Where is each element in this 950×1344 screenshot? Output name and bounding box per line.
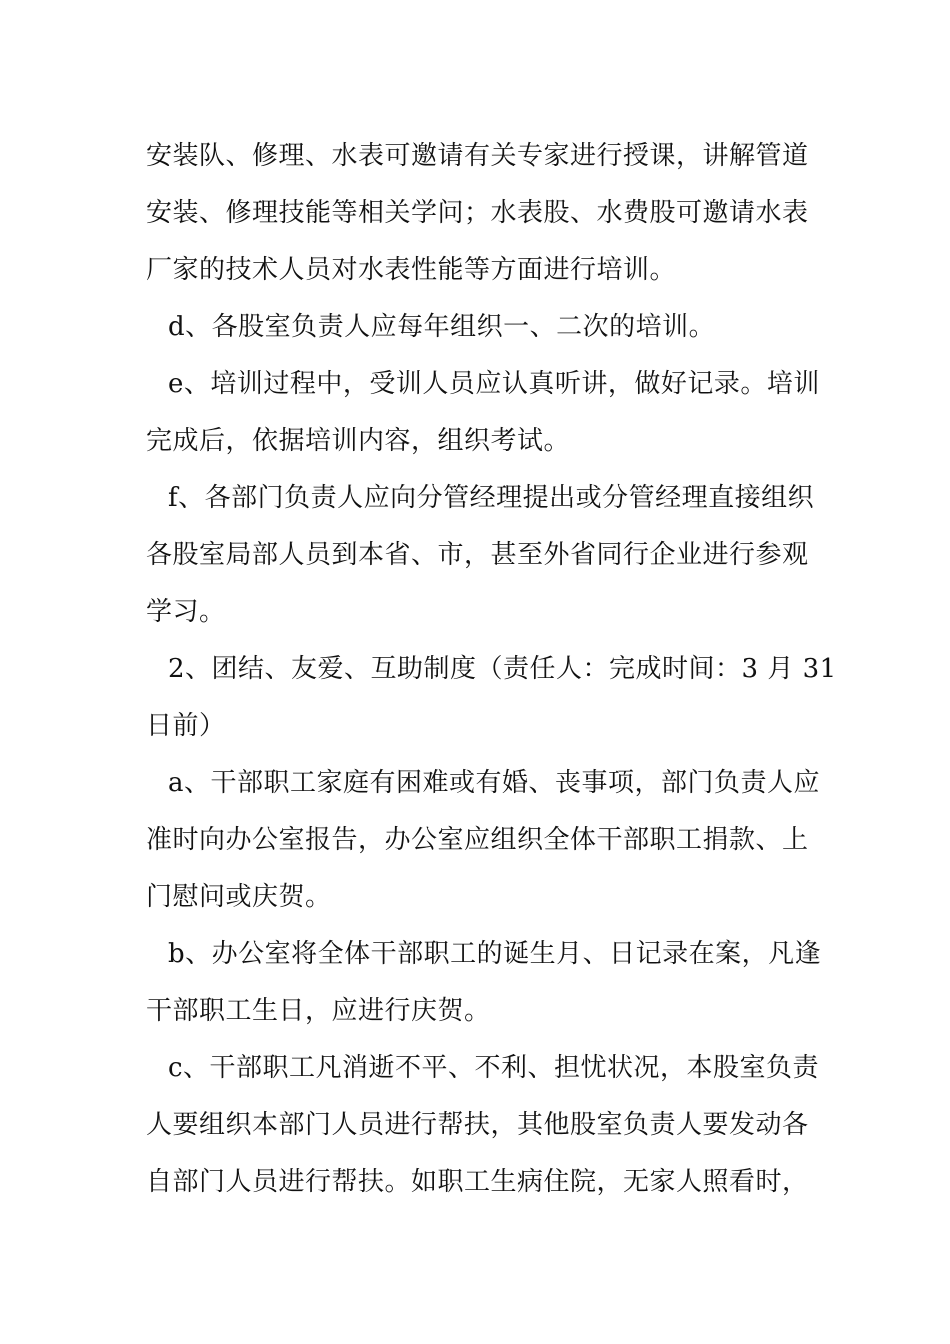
text-line: f、各部门负责人应向分管经理提出或分管经理直接组织	[168, 483, 815, 513]
text-line: 门慰问或庆贺。	[146, 882, 332, 912]
text-line: 完成后，依据培训内容，组织考试。	[146, 426, 571, 456]
text-line: 安装队、修理、水表可邀请有关专家进行授课，讲解管道	[146, 141, 809, 171]
text-line: 人要组织本部门人员进行帮扶，其他股室负责人要发动各	[146, 1110, 809, 1140]
text-line: 干部职工生日，应进行庆贺。	[146, 996, 491, 1026]
text-line: 学习。	[146, 597, 226, 627]
text-line: e、培训过程中，受训人员应认真听讲，做好记录。培训	[168, 369, 820, 399]
text-line: 安装、修理技能等相关学问；水表股、水费股可邀请水表	[146, 198, 809, 228]
text-line: 自部门人员进行帮扶。如职工生病住院，无家人照看时，	[146, 1167, 809, 1197]
text-line: d、各股室负责人应每年组织一、二次的培训。	[168, 312, 716, 342]
text-line: 各股室局部人员到本省、市，甚至外省同行企业进行参观	[146, 540, 809, 570]
text-line: b、办公室将全体干部职工的诞生月、日记录在案，凡逢	[168, 939, 822, 969]
text-line: a、干部职工家庭有困难或有婚、丧事项，部门负责人应	[168, 768, 821, 798]
text-line: 厂家的技术人员对水表性能等方面进行培训。	[146, 255, 677, 285]
text-line: 日前）	[146, 711, 226, 741]
document-body	[146, 128, 837, 1211]
text-line: c、干部职工凡消逝不平、不利、担忧状况，本股室负责	[168, 1053, 820, 1083]
text-line: 准时向办公室报告，办公室应组织全体干部职工捐款、上	[146, 825, 809, 855]
text-line: 2、团结、友爱、互助制度（责任人：完成时间：3 月 31	[168, 654, 837, 684]
